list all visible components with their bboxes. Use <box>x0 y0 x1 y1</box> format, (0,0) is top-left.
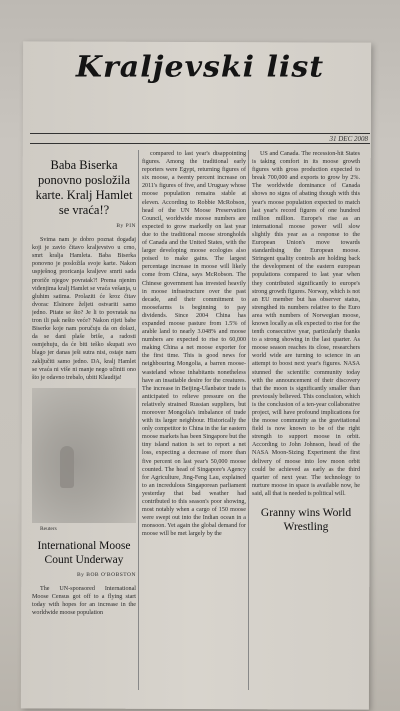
article-byline: By BOB O'BOBSTON <box>76 571 136 578</box>
article-body: compared to last year's disappointing figures. Among the traditional early reporters were Egypt, returning figures of six moose, a twenty percent increase on 2011's figures of five, and Uruguay whose moose population remains stable at eleven. According to Robbie McRobson, head of the UN Moose Preservation Council, worldwide moose numbers are expected to grow markedly on last year due to the traditional moose strongholds of Canada and the United States, with the larger developing moose ecologies also poised to make gains. The largest percentage increase in moose will likely come from China, says McRobson. The Chinese government has invested heavily in moose infrastructure over the past decade, and their commitment to moosefarms is beginning to pay dividends. Since 2004 China has expanded moose pasture from 1.5% of arable land to nearly 3.048% and moose numbers are expected to rise to 60,000 making China a net moose exporter for the first time. This is good news for neighbouring Mongolia, a barren moose-wasteland whose inhabitants nonetheless have an insatiable desire for the creatures. The increase in Beijing-Ulanbator trade is anticipated to relieve pressure on the relatively strained Russian suppliers, but moreover Mongolia's imbalance of trade with its larger neighbour. Historically the only competitor to China in the far eastern moose markets has been Singapore but the tiny island nation is set to report a net loss, expecting a decrease of more than five percent on last year's 50,000 moose counted. The head of Singapore's Agency for Agriculture, Jing-Feng Lau, explained to an incredulous Singaporean parliament yesterday that bad weather had contributed to this season's poor showing, most notably when a cargo of 150 moose were swept out into the Indian ocean in a monsoon. Yet again the global demand for moose will be met largely by the <box>142 151 246 538</box>
article-body: The UN-sponsored International Moose Census got off to a flying start today with hopes for an increase in the worldwide moose population <box>32 585 136 617</box>
masthead-rule-bottom <box>30 143 370 144</box>
issue-date: 31 DEC 2008 <box>329 135 368 143</box>
column-right <box>252 150 360 700</box>
article-byline: By PIN <box>116 223 136 229</box>
column-divider <box>248 150 249 690</box>
column-middle <box>142 150 246 700</box>
column-divider <box>138 150 139 690</box>
masthead: Kraljevski list <box>75 50 325 85</box>
masthead-rule-top <box>30 133 370 134</box>
article-headline: Granny wins World Wrestling <box>260 507 352 534</box>
article-photo <box>32 388 136 523</box>
article-body: US and Canada. The recession-hit States is taking comfort in its moose growth figures with gross production expected to break 700,000 and exports to grow by 2%. The worldwide dominance of Canada shows no signs of abating though with this year's moose population expected to match last year's record figures of one hundred million million. Europe's rise as an international moose power will slow slightly this year as a response to the European Union's move towards standardising the European moose. Stringent quality controls are holding back the development of the eastern european populations compared to last year when they contributed significantly to europe's strong growth figures. Norway, which is not an EU member but has observer status, strengthed its numbers relative to the Euro area with numbers of Norwegian moose, known locally as elk expected to rise for the tenth consecutive year, particularly thanks to a strong showing in the last quarter. As moose season reaches its close, researchers world wide are turning to science in an attempt to boost next year's figures. NASA stunned the scientific community today with the announcement of their discovery that the moon is significantly smaller than previously believed. This conclusion, which is the conclusion of a ten-year collaborative project, will have profound implications for the moose community as the gravitational field is now known to be of the right strength to support moose in orbit. According to John Johnson, head of the NASA Moon-Sizing Experiment the first delivery of moose into low moon orbit could be achieved as early as the third quarter of next year. The technology to nurture moose in space is available now, he said, all that is needed is political will. <box>252 151 360 497</box>
column-left <box>32 150 136 700</box>
article-headline: International Moose Count Underway <box>37 539 131 566</box>
photo-caption: Reuters <box>40 525 57 532</box>
article-body: Svima nam je dobro poznat događaj koji je zavio čitavo kraljevstvo u crno, smrt kralja Hamleta. Baba Biserka ponovno je posložila svoje karte. Nakon uspješnog proricanja kraljeve smrti sada proriče njegov povratak?! Prema njenim viđenjima kralj Hamlet se vraća vešanja, u gluhim satima. Prolaziti će kroz čitav dvorac Elsinore željeti ostvariti samo jedno. Pitate se što? Je li to povratak na tron ili pak nešto veće? Nakon rijeti babe Biserke koje nam poručuju da on dolazi, da se dani plaše briše, a radosti osmjehuju, da će biti teško skupati svo blago jer danas ješi sutra nisi, ostaje nam zaključiti samo jedno. DA, kralj Hamlet se vraća ni više ni manje nego učiniti ono što je odavno trebalo, ubiti Klaudija! <box>32 237 136 381</box>
photo-figure <box>60 446 74 488</box>
article-headline: Baba Biserka ponovno posložila karte. Kralj Hamlet se vraća!? <box>35 158 133 217</box>
